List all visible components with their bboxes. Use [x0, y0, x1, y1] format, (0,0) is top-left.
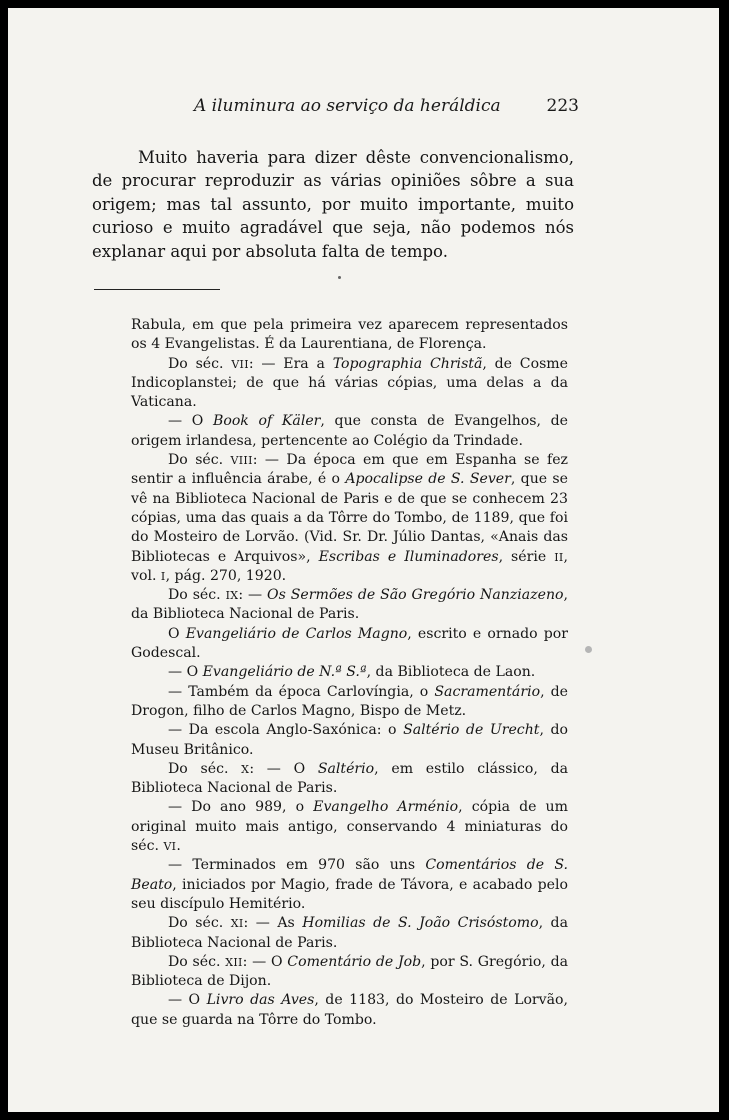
note-text: O [168, 625, 186, 642]
note-text: — Da escola Anglo-Saxónica: o [168, 722, 404, 739]
page-header [194, 96, 579, 116]
running-title: A iluminura ao serviço da heráldica [194, 96, 501, 116]
work-title: Evangeliário de Carlos Magno [185, 625, 408, 642]
note-text: , de Drogon, filho de Carlos Magno, Bispo de Metz. [131, 683, 568, 719]
note-text: Do séc. [168, 760, 242, 777]
work-title: Apocalipse de S. Sever [345, 471, 511, 488]
century-numeral: IX [225, 589, 239, 603]
note-text: — Também da época Carlovíngia, o [168, 683, 435, 700]
page-number: 223 [546, 96, 579, 116]
note-text: , que se vê na Biblioteca Nacional de Paris e de que se conhecem 23 cópias, uma das quais a da Tôrre do Tombo, de 1189, que foi do Mosteiro de Lorvão. (Vid. Sr. Dr. Júlio Dantas, «Anais das Bibliotecas e Arquivos», [131, 471, 569, 565]
work-title: Livro das Aves [206, 992, 315, 1009]
note-text: , do Museu Britânico. [131, 722, 568, 758]
footnote-entry [131, 625, 568, 664]
note-text: , da Biblioteca Nacional de Paris. [131, 587, 569, 623]
note-text: , por S. Gregório, da Biblioteca de Dijon. [131, 953, 568, 990]
note-text: — Terminados em 970 são uns [168, 857, 426, 874]
work-title: Evangelho Arménio [313, 799, 459, 816]
work-title: Homilias de S. João Crisóstomo [302, 915, 539, 932]
main-paragraph-text: Muito haveria para dizer dêste convencionalismo, de procurar reproduzir as várias opiniões sôbre a sua origem; mas tal assunto, por muito importante, muito curioso e muito agradável que seja, não podemos nós explanar aqui por absoluta falta de tempo. [92, 148, 574, 261]
note-text: — O [168, 992, 207, 1009]
century-numeral: XII [225, 955, 243, 969]
work-title: Os Sermões de São Gregório Nanziazeno [267, 587, 564, 604]
note-text: — O [168, 413, 213, 430]
work-title: Comentário de Job [287, 953, 422, 970]
century-numeral: I [160, 569, 166, 583]
work-title: Evangeliário de N.ª S.ª [202, 664, 367, 681]
footnote-entry [131, 760, 568, 799]
note-text: : — O [249, 760, 318, 777]
note-text: , série [498, 548, 555, 565]
note-text: , pág. 270, 1920. [165, 567, 287, 584]
work-title: Escribas e Iluminadores [318, 548, 499, 565]
footnote-entry [131, 451, 568, 586]
note-text: , de Cosme Indicoplanstei; de que há várias cópias, uma delas a da Vaticana. [131, 355, 569, 411]
note-text: — O [168, 664, 203, 681]
note-text: . [176, 838, 181, 855]
note-text: , em estilo clássico, da Biblioteca Nacional de Paris. [131, 760, 569, 797]
century-numeral: X [241, 762, 250, 776]
note-text: Do séc. [168, 355, 232, 372]
footnote-entry [131, 683, 568, 722]
work-title: Saltério [317, 760, 375, 777]
note-text: , escrito e ornado por Godescal. [131, 625, 568, 662]
paper-speck [585, 646, 592, 653]
main-paragraph [92, 146, 574, 263]
century-numeral: II [554, 550, 564, 564]
note-text: Do séc. [168, 587, 226, 604]
note-text: Do séc. [168, 953, 226, 970]
note-text: : — As [243, 915, 303, 932]
note-text: : — O [242, 953, 288, 970]
note-text: — Do ano 989, o [168, 799, 314, 816]
footnote-entry [131, 798, 568, 856]
note-text: , cópia de um original muito mais antigo, conservando 4 miniaturas do séc. [131, 799, 568, 855]
footnote-entry [131, 914, 568, 953]
footnote-rule [94, 289, 220, 290]
century-numeral: VI [163, 840, 177, 854]
century-numeral: VII [231, 357, 249, 371]
work-title: Sacramentário [434, 683, 541, 700]
note-text: , da Biblioteca de Laon. [366, 664, 536, 681]
note-text: Do séc. [168, 452, 231, 469]
note-text: , vol. [131, 548, 568, 584]
footnote-entry [131, 316, 568, 355]
note-text: , da Biblioteca Nacional de Paris. [131, 915, 568, 951]
note-text: : — Era a [248, 355, 333, 372]
note-text: , que consta de Evangelhos, de origem irlandesa, pertencente ao Colégio da Trindade. [131, 413, 569, 449]
footnote-entry [131, 991, 568, 1030]
note-text: Do séc. [168, 915, 231, 932]
footnote-entry [131, 355, 568, 413]
footnotes [131, 316, 568, 1030]
footnote-entry [131, 663, 568, 682]
note-text: : — [238, 587, 268, 604]
work-title: Comentários de S. Beato [131, 857, 568, 893]
paper-speck [338, 276, 341, 279]
century-numeral: XI [230, 917, 244, 931]
note-text: Rabula, em que pela primeira vez aparecem representados os 4 Evangelistas. É da Laurentiana, de Florença. [131, 317, 568, 353]
footnote-entry [131, 721, 568, 760]
book-page [8, 8, 719, 1112]
note-text: : — Da época em que em Espanha se fez sentir a influência árabe, é o [131, 452, 568, 488]
footnote-entry [131, 953, 568, 992]
footnote-entry [131, 412, 568, 451]
work-title: Book of Käler [212, 413, 321, 430]
work-title: Topographia Christã [332, 355, 483, 372]
note-text: , de 1183, do Mosteiro de Lorvão, que se guarda na Tôrre do Tombo. [131, 992, 568, 1028]
century-numeral: VIII [230, 454, 253, 468]
footnote-entry [131, 586, 568, 625]
work-title: Saltério de Urecht [403, 722, 540, 739]
note-text: , iniciados por Magio, frade de Távora, e acabado pelo seu discípulo Hemitério. [131, 876, 568, 912]
footnote-entry [131, 856, 568, 914]
